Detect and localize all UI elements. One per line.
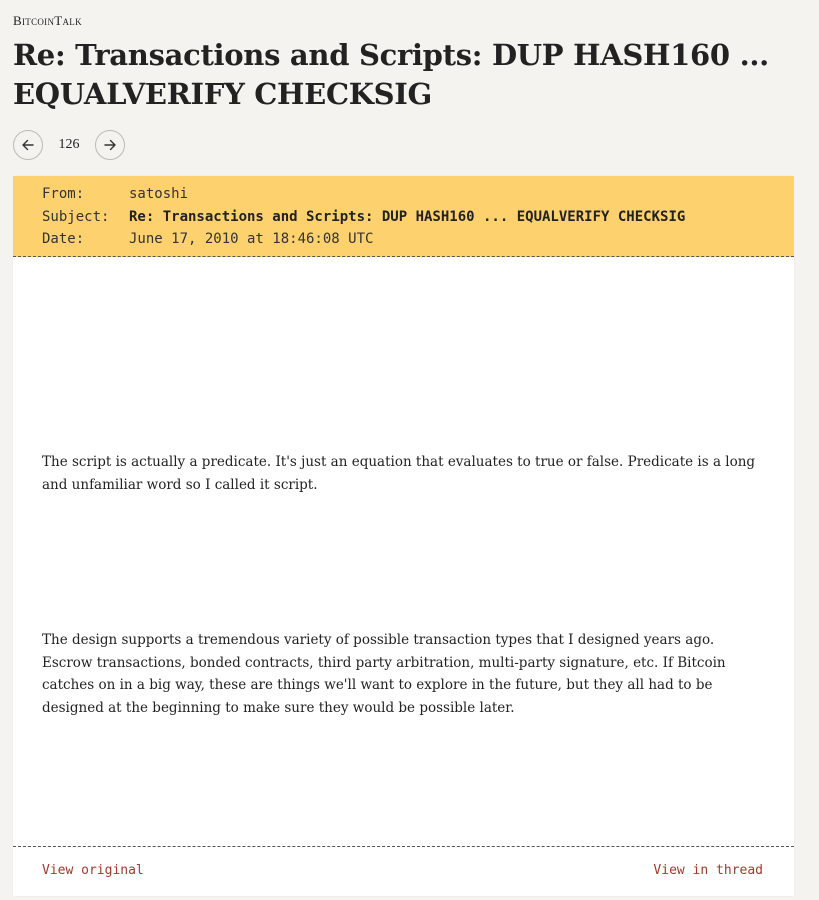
footer-divider (13, 846, 794, 847)
subject-row (42, 207, 685, 227)
message-paragraph: The design supports a tremendous variety of possible transaction types that I designed years ago. Escrow transactions, bonded contracts, third party arbitration, multi-party signature, etc. If Bitcoin catches on in a big way, these are things we'll want to explore in the future, but they all had to be designed at the beginning to make sure they would be possible later. (42, 632, 726, 716)
subject-label: Subject: (42, 209, 110, 225)
date-row (42, 229, 373, 249)
from-label: From: (42, 186, 85, 202)
arrow-right-icon (102, 137, 118, 153)
date-label: Date: (42, 231, 85, 247)
site-name[interactable]: BitcoinTalk (13, 13, 82, 28)
arrow-left-icon (20, 137, 36, 153)
page-number: 126 (58, 137, 80, 152)
from-row (42, 184, 188, 204)
page-title: Re: Transactions and Scripts: DUP HASH160 ... EQUALVERIFY CHECKSIG (13, 38, 769, 111)
pager (13, 129, 125, 161)
next-page-button[interactable] (95, 130, 125, 160)
view-original-link[interactable]: View original (42, 863, 144, 878)
view-in-thread-link[interactable]: View in thread (653, 863, 763, 878)
prev-page-button[interactable] (13, 130, 43, 160)
message-paragraph: The script is actually a predicate. It's just an equation that evaluates to true or false. Predicate is a long and unfamiliar word so I called it script. (42, 454, 756, 493)
message-card (13, 176, 794, 896)
from-value: satoshi (129, 186, 189, 202)
date-value: June 17, 2010 at 18:46:08 UTC (129, 231, 374, 247)
message-header (13, 176, 794, 257)
subject-value: Re: Transactions and Scripts: DUP HASH160 ... EQUALVERIFY CHECKSIG (129, 209, 686, 225)
